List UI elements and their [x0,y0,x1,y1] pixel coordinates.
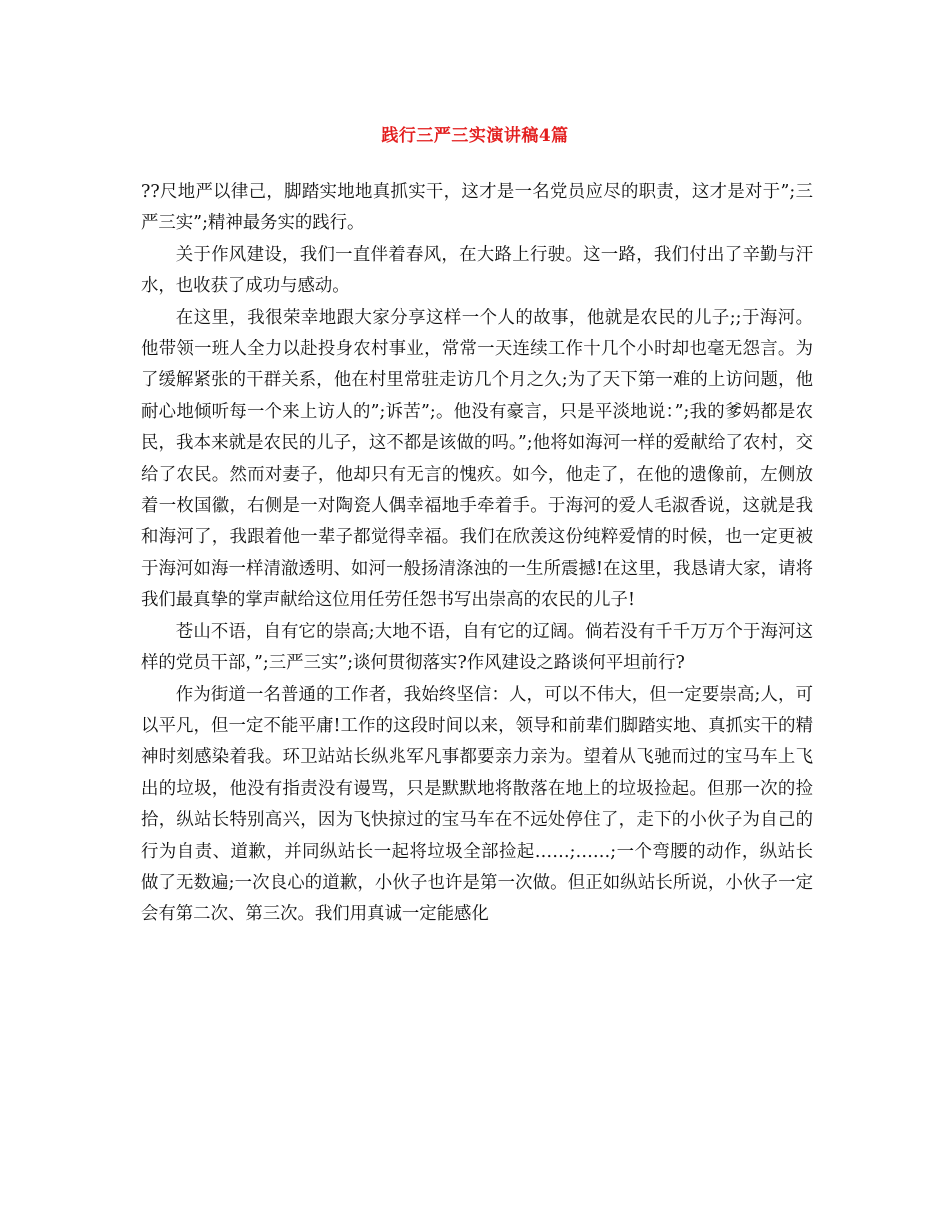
document-body [141,177,813,931]
paragraph-4: 苍山不语，自有它的崇高;大地不语，自有它的辽阔。倘若没有千千万万个于海河这样的党员干部，”;三严三实”;谈何贯彻落实?作风建设之路谈何平坦前行? [141,621,813,674]
paragraph-3: 在这里，我很荣幸地跟大家分享这样一个人的故事，他就是农民的儿子;;于海河。他带领一班人全力以赴投身农村事业，常常一天连续工作十几个小时却也毫无怨言。为了缓解紧张的干群关系，他在村里常驻走访几个月之久;为了天下第一难的上访问题，他耐心地倾听每一个来上访人的”;诉苦”;。他没有豪言，只是平淡地说：”;我的爹妈都是农民，我本来就是农民的儿子，这不都是该做的吗。”;他将如海河一样的爱献给了农村，交给了农民。然而对妻子，他却只有无言的愧疚。如今，他走了，在他的遗像前，左侧放着一枚国徽，右侧是一对陶瓷人偶幸福地手牵着手。于海河的爱人毛淑香说，这就是我和海河了，我跟着他一辈子都觉得幸福。我们在欣羡这份纯粹爱情的时候，也一定更被于海河如海一样清澈透明、如河一般扬清涤浊的一生所震撼!在这里，我恳请大家，请将我们最真挚的掌声献给这位用任劳任怨书写出崇高的农民的儿子! [141,307,813,611]
paragraph-1: ??尺地严以律己，脚踏实地地真抓实干，这才是一名党员应尽的职责，这才是对于”;三严三实”;精神最务实的践行。 [141,182,813,234]
paragraph-2: 关于作风建设，我们一直伴着春风，在大路上行驶。这一路，我们付出了辛勤与汗水，也收获了成功与感动。 [141,244,813,297]
paragraph-5: 作为街道一名普通的工作者，我始终坚信：人，可以不伟大，但一定要崇高;人，可以平凡，但一定不能平庸!工作的这段时间以来，领导和前辈们脚踏实地、真抓实干的精神时刻感染着我。环卫站站长纵兆军凡事都要亲力亲为。望着从飞驰而过的宝马车上飞出的垃圾，他没有指责没有谩骂，只是默默地将散落在地上的垃圾捡起。但那一次的捡拾，纵站长特别高兴，因为飞快掠过的宝马车在不远处停住了，走下的小伙子为自己的行为自责、道歉，并同纵站长一起将垃圾全部捡起……;……;一个弯腰的动作，纵站长做了无数遍;一次良心的道歉，小伙子也许是第一次做。但正如纵站长所说，小伙子一定会有第二次、第三次。我们用真诚一定能感化 [141,684,813,925]
document-title: 践行三严三实演讲稿4篇 [381,126,569,146]
